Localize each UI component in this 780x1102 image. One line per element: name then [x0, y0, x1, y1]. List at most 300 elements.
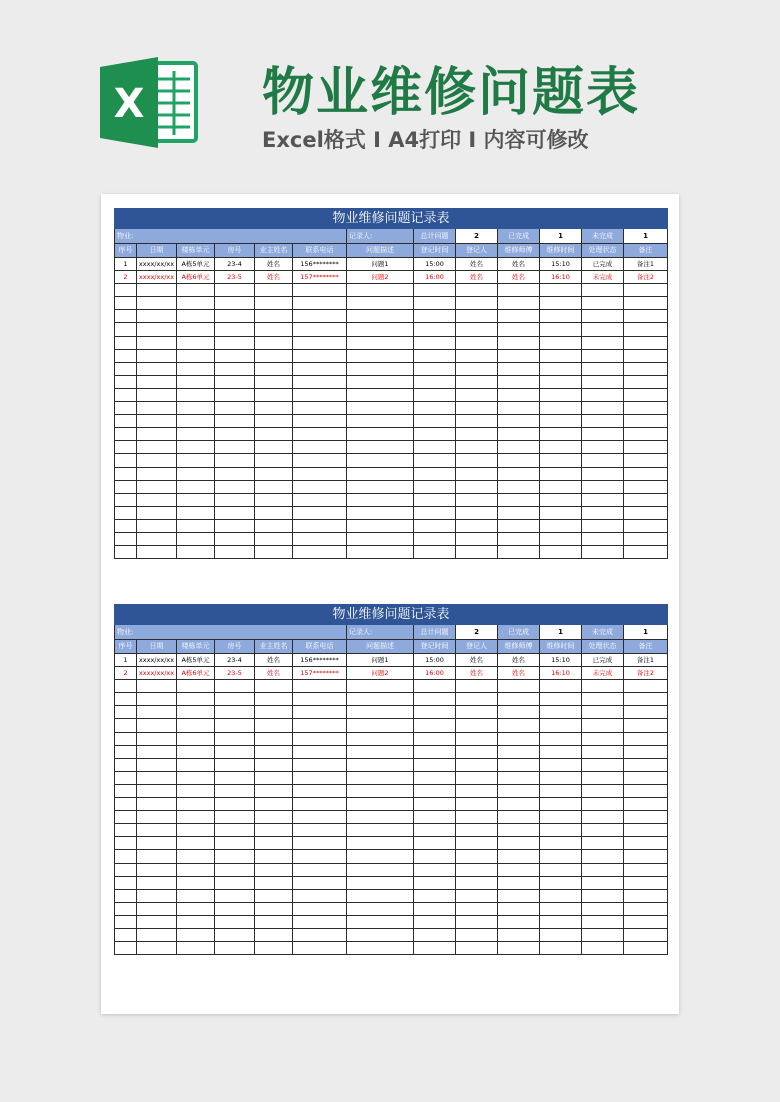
empty-cell[interactable]: [414, 428, 456, 441]
empty-cell[interactable]: [582, 415, 624, 428]
empty-cell[interactable]: [177, 310, 215, 323]
empty-cell[interactable]: [255, 928, 293, 941]
empty-cell[interactable]: [540, 441, 582, 454]
empty-cell[interactable]: [498, 310, 540, 323]
table-cell[interactable]: 15:00: [414, 654, 456, 667]
empty-cell[interactable]: [115, 863, 137, 876]
empty-cell[interactable]: [215, 506, 255, 519]
empty-cell[interactable]: [215, 824, 255, 837]
empty-cell[interactable]: [177, 323, 215, 336]
empty-cell[interactable]: [115, 388, 137, 401]
empty-cell[interactable]: [137, 493, 177, 506]
empty-cell[interactable]: [255, 519, 293, 532]
empty-cell[interactable]: [255, 441, 293, 454]
empty-cell[interactable]: [540, 415, 582, 428]
empty-cell[interactable]: [347, 732, 414, 745]
empty-cell[interactable]: [456, 297, 498, 310]
empty-cell[interactable]: [456, 758, 498, 771]
empty-cell[interactable]: [255, 310, 293, 323]
table-cell[interactable]: 备注1: [624, 258, 668, 271]
empty-cell[interactable]: [255, 784, 293, 797]
empty-cell[interactable]: [137, 388, 177, 401]
empty-cell[interactable]: [582, 441, 624, 454]
empty-cell[interactable]: [293, 863, 347, 876]
empty-cell[interactable]: [177, 876, 215, 889]
empty-cell[interactable]: [215, 811, 255, 824]
empty-cell[interactable]: [414, 680, 456, 693]
empty-cell[interactable]: [347, 428, 414, 441]
empty-cell[interactable]: [137, 719, 177, 732]
empty-cell[interactable]: [293, 493, 347, 506]
empty-cell[interactable]: [582, 837, 624, 850]
empty-cell[interactable]: [137, 506, 177, 519]
empty-cell[interactable]: [347, 811, 414, 824]
empty-cell[interactable]: [540, 902, 582, 915]
empty-cell[interactable]: [456, 706, 498, 719]
empty-cell[interactable]: [115, 745, 137, 758]
empty-cell[interactable]: [624, 942, 668, 955]
empty-cell[interactable]: [293, 706, 347, 719]
empty-cell[interactable]: [215, 441, 255, 454]
table-cell[interactable]: 15:10: [540, 654, 582, 667]
empty-cell[interactable]: [414, 706, 456, 719]
empty-cell[interactable]: [540, 811, 582, 824]
empty-cell[interactable]: [293, 362, 347, 375]
empty-cell[interactable]: [293, 519, 347, 532]
table-cell[interactable]: 156********: [293, 258, 347, 271]
empty-cell[interactable]: [115, 415, 137, 428]
empty-cell[interactable]: [540, 467, 582, 480]
empty-cell[interactable]: [498, 680, 540, 693]
empty-cell[interactable]: [624, 375, 668, 388]
empty-cell[interactable]: [347, 745, 414, 758]
empty-cell[interactable]: [582, 467, 624, 480]
empty-cell[interactable]: [177, 928, 215, 941]
empty-cell[interactable]: [115, 706, 137, 719]
empty-cell[interactable]: [347, 506, 414, 519]
empty-cell[interactable]: [414, 480, 456, 493]
empty-cell[interactable]: [115, 824, 137, 837]
table-cell[interactable]: xxxx/xx/xx: [137, 258, 177, 271]
empty-cell[interactable]: [456, 928, 498, 941]
empty-cell[interactable]: [456, 349, 498, 362]
empty-cell[interactable]: [347, 323, 414, 336]
empty-cell[interactable]: [624, 798, 668, 811]
empty-cell[interactable]: [215, 297, 255, 310]
total-value[interactable]: 2: [456, 229, 498, 244]
empty-cell[interactable]: [137, 336, 177, 349]
empty-cell[interactable]: [347, 771, 414, 784]
empty-cell[interactable]: [215, 942, 255, 955]
empty-cell[interactable]: [540, 876, 582, 889]
empty-cell[interactable]: [582, 349, 624, 362]
empty-cell[interactable]: [498, 375, 540, 388]
empty-cell[interactable]: [215, 493, 255, 506]
empty-cell[interactable]: [137, 532, 177, 545]
empty-cell[interactable]: [498, 467, 540, 480]
empty-cell[interactable]: [347, 532, 414, 545]
empty-cell[interactable]: [115, 519, 137, 532]
empty-cell[interactable]: [540, 297, 582, 310]
empty-cell[interactable]: [456, 323, 498, 336]
table-cell[interactable]: 姓名: [498, 654, 540, 667]
empty-cell[interactable]: [115, 532, 137, 545]
empty-cell[interactable]: [115, 375, 137, 388]
empty-cell[interactable]: [137, 375, 177, 388]
empty-cell[interactable]: [624, 693, 668, 706]
empty-cell[interactable]: [255, 745, 293, 758]
empty-cell[interactable]: [498, 336, 540, 349]
empty-cell[interactable]: [456, 889, 498, 902]
empty-cell[interactable]: [456, 506, 498, 519]
empty-cell[interactable]: [293, 942, 347, 955]
empty-cell[interactable]: [177, 467, 215, 480]
empty-cell[interactable]: [137, 811, 177, 824]
empty-cell[interactable]: [456, 784, 498, 797]
empty-cell[interactable]: [347, 719, 414, 732]
empty-cell[interactable]: [115, 336, 137, 349]
empty-cell[interactable]: [540, 362, 582, 375]
table-cell[interactable]: 16:10: [540, 667, 582, 680]
empty-cell[interactable]: [137, 942, 177, 955]
table-cell[interactable]: 姓名: [456, 667, 498, 680]
table-cell[interactable]: 23-5: [215, 271, 255, 284]
empty-cell[interactable]: [414, 784, 456, 797]
empty-cell[interactable]: [624, 824, 668, 837]
empty-cell[interactable]: [255, 375, 293, 388]
empty-cell[interactable]: [115, 441, 137, 454]
empty-cell[interactable]: [456, 771, 498, 784]
empty-cell[interactable]: [624, 928, 668, 941]
empty-cell[interactable]: [215, 336, 255, 349]
table-cell[interactable]: 问题1: [347, 654, 414, 667]
empty-cell[interactable]: [456, 362, 498, 375]
empty-cell[interactable]: [456, 850, 498, 863]
empty-cell[interactable]: [624, 323, 668, 336]
empty-cell[interactable]: [255, 837, 293, 850]
empty-cell[interactable]: [414, 493, 456, 506]
empty-cell[interactable]: [177, 784, 215, 797]
empty-cell[interactable]: [498, 758, 540, 771]
empty-cell[interactable]: [582, 902, 624, 915]
empty-cell[interactable]: [582, 798, 624, 811]
empty-cell[interactable]: [540, 546, 582, 559]
empty-cell[interactable]: [115, 506, 137, 519]
table-cell[interactable]: 157********: [293, 667, 347, 680]
empty-cell[interactable]: [215, 693, 255, 706]
empty-cell[interactable]: [137, 310, 177, 323]
empty-cell[interactable]: [137, 798, 177, 811]
empty-cell[interactable]: [293, 388, 347, 401]
empty-cell[interactable]: [582, 454, 624, 467]
empty-cell[interactable]: [137, 349, 177, 362]
empty-cell[interactable]: [540, 493, 582, 506]
empty-cell[interactable]: [177, 428, 215, 441]
table-cell[interactable]: 备注1: [624, 654, 668, 667]
empty-cell[interactable]: [582, 811, 624, 824]
empty-cell[interactable]: [347, 467, 414, 480]
empty-cell[interactable]: [456, 824, 498, 837]
empty-cell[interactable]: [293, 454, 347, 467]
empty-cell[interactable]: [582, 915, 624, 928]
empty-cell[interactable]: [215, 706, 255, 719]
empty-cell[interactable]: [137, 480, 177, 493]
empty-cell[interactable]: [115, 693, 137, 706]
empty-cell[interactable]: [293, 297, 347, 310]
empty-cell[interactable]: [215, 745, 255, 758]
empty-cell[interactable]: [540, 336, 582, 349]
empty-cell[interactable]: [255, 336, 293, 349]
table-cell[interactable]: 16:00: [414, 667, 456, 680]
empty-cell[interactable]: [414, 811, 456, 824]
empty-cell[interactable]: [177, 850, 215, 863]
empty-cell[interactable]: [293, 441, 347, 454]
empty-cell[interactable]: [414, 850, 456, 863]
empty-cell[interactable]: [498, 863, 540, 876]
empty-cell[interactable]: [498, 323, 540, 336]
table-cell[interactable]: 16:10: [540, 271, 582, 284]
empty-cell[interactable]: [624, 493, 668, 506]
empty-cell[interactable]: [414, 349, 456, 362]
empty-cell[interactable]: [255, 493, 293, 506]
empty-cell[interactable]: [456, 402, 498, 415]
empty-cell[interactable]: [498, 441, 540, 454]
empty-cell[interactable]: [624, 441, 668, 454]
empty-cell[interactable]: [414, 902, 456, 915]
empty-cell[interactable]: [137, 546, 177, 559]
empty-cell[interactable]: [414, 928, 456, 941]
empty-cell[interactable]: [215, 915, 255, 928]
empty-cell[interactable]: [215, 388, 255, 401]
empty-cell[interactable]: [414, 798, 456, 811]
empty-cell[interactable]: [624, 771, 668, 784]
empty-cell[interactable]: [137, 771, 177, 784]
empty-cell[interactable]: [498, 480, 540, 493]
empty-cell[interactable]: [255, 349, 293, 362]
empty-cell[interactable]: [498, 402, 540, 415]
empty-cell[interactable]: [255, 942, 293, 955]
empty-cell[interactable]: [115, 310, 137, 323]
empty-cell[interactable]: [456, 480, 498, 493]
empty-cell[interactable]: [137, 362, 177, 375]
empty-cell[interactable]: [137, 402, 177, 415]
table-cell[interactable]: A栋6单元: [177, 667, 215, 680]
empty-cell[interactable]: [293, 415, 347, 428]
table-cell[interactable]: 备注2: [624, 667, 668, 680]
empty-cell[interactable]: [456, 415, 498, 428]
empty-cell[interactable]: [115, 546, 137, 559]
empty-cell[interactable]: [255, 758, 293, 771]
table-cell[interactable]: 1: [115, 654, 137, 667]
empty-cell[interactable]: [414, 402, 456, 415]
empty-cell[interactable]: [215, 680, 255, 693]
empty-cell[interactable]: [540, 323, 582, 336]
empty-cell[interactable]: [582, 375, 624, 388]
empty-cell[interactable]: [215, 546, 255, 559]
empty-cell[interactable]: [456, 719, 498, 732]
empty-cell[interactable]: [414, 942, 456, 955]
empty-cell[interactable]: [255, 362, 293, 375]
empty-cell[interactable]: [414, 889, 456, 902]
empty-cell[interactable]: [540, 506, 582, 519]
empty-cell[interactable]: [624, 546, 668, 559]
empty-cell[interactable]: [414, 876, 456, 889]
empty-cell[interactable]: [215, 902, 255, 915]
empty-cell[interactable]: [582, 336, 624, 349]
empty-cell[interactable]: [414, 362, 456, 375]
empty-cell[interactable]: [177, 336, 215, 349]
table-cell[interactable]: 姓名: [255, 271, 293, 284]
table-cell[interactable]: A栋6单元: [177, 271, 215, 284]
empty-cell[interactable]: [498, 811, 540, 824]
empty-cell[interactable]: [540, 532, 582, 545]
empty-cell[interactable]: [414, 441, 456, 454]
empty-cell[interactable]: [255, 388, 293, 401]
empty-cell[interactable]: [137, 928, 177, 941]
empty-cell[interactable]: [582, 784, 624, 797]
empty-cell[interactable]: [456, 546, 498, 559]
empty-cell[interactable]: [498, 745, 540, 758]
empty-cell[interactable]: [624, 284, 668, 297]
empty-cell[interactable]: [177, 798, 215, 811]
empty-cell[interactable]: [347, 863, 414, 876]
empty-cell[interactable]: [414, 506, 456, 519]
empty-cell[interactable]: [540, 824, 582, 837]
empty-cell[interactable]: [624, 310, 668, 323]
empty-cell[interactable]: [177, 415, 215, 428]
table-cell[interactable]: 23-4: [215, 654, 255, 667]
empty-cell[interactable]: [293, 745, 347, 758]
empty-cell[interactable]: [624, 837, 668, 850]
table-cell[interactable]: 156********: [293, 654, 347, 667]
empty-cell[interactable]: [456, 876, 498, 889]
empty-cell[interactable]: [177, 402, 215, 415]
empty-cell[interactable]: [137, 889, 177, 902]
total-value[interactable]: 2: [456, 625, 498, 640]
empty-cell[interactable]: [177, 546, 215, 559]
empty-cell[interactable]: [115, 732, 137, 745]
empty-cell[interactable]: [414, 837, 456, 850]
empty-cell[interactable]: [582, 824, 624, 837]
empty-cell[interactable]: [137, 745, 177, 758]
empty-cell[interactable]: [115, 876, 137, 889]
empty-cell[interactable]: [115, 942, 137, 955]
empty-cell[interactable]: [347, 837, 414, 850]
empty-cell[interactable]: [624, 480, 668, 493]
empty-cell[interactable]: [498, 428, 540, 441]
table-cell[interactable]: xxxx/xx/xx: [137, 667, 177, 680]
empty-cell[interactable]: [582, 758, 624, 771]
empty-cell[interactable]: [215, 323, 255, 336]
empty-cell[interactable]: [540, 915, 582, 928]
empty-cell[interactable]: [293, 375, 347, 388]
empty-cell[interactable]: [456, 493, 498, 506]
empty-cell[interactable]: [540, 719, 582, 732]
empty-cell[interactable]: [293, 915, 347, 928]
empty-cell[interactable]: [414, 388, 456, 401]
empty-cell[interactable]: [177, 745, 215, 758]
empty-cell[interactable]: [215, 467, 255, 480]
empty-cell[interactable]: [215, 928, 255, 941]
empty-cell[interactable]: [456, 428, 498, 441]
empty-cell[interactable]: [540, 310, 582, 323]
empty-cell[interactable]: [115, 771, 137, 784]
empty-cell[interactable]: [456, 375, 498, 388]
empty-cell[interactable]: [255, 876, 293, 889]
empty-cell[interactable]: [293, 902, 347, 915]
empty-cell[interactable]: [347, 680, 414, 693]
empty-cell[interactable]: [347, 375, 414, 388]
empty-cell[interactable]: [137, 323, 177, 336]
empty-cell[interactable]: [137, 415, 177, 428]
empty-cell[interactable]: [498, 942, 540, 955]
empty-cell[interactable]: [293, 310, 347, 323]
empty-cell[interactable]: [582, 693, 624, 706]
empty-cell[interactable]: [347, 784, 414, 797]
empty-cell[interactable]: [255, 546, 293, 559]
empty-cell[interactable]: [293, 850, 347, 863]
empty-cell[interactable]: [540, 284, 582, 297]
empty-cell[interactable]: [255, 719, 293, 732]
empty-cell[interactable]: [456, 284, 498, 297]
empty-cell[interactable]: [137, 693, 177, 706]
empty-cell[interactable]: [498, 493, 540, 506]
empty-cell[interactable]: [255, 732, 293, 745]
empty-cell[interactable]: [498, 902, 540, 915]
empty-cell[interactable]: [255, 428, 293, 441]
empty-cell[interactable]: [540, 706, 582, 719]
empty-cell[interactable]: [215, 532, 255, 545]
empty-cell[interactable]: [255, 680, 293, 693]
empty-cell[interactable]: [414, 336, 456, 349]
empty-cell[interactable]: [293, 323, 347, 336]
empty-cell[interactable]: [137, 467, 177, 480]
empty-cell[interactable]: [414, 284, 456, 297]
empty-cell[interactable]: [137, 732, 177, 745]
empty-cell[interactable]: [255, 811, 293, 824]
empty-cell[interactable]: [293, 889, 347, 902]
empty-cell[interactable]: [347, 942, 414, 955]
empty-cell[interactable]: [414, 532, 456, 545]
empty-cell[interactable]: [177, 284, 215, 297]
empty-cell[interactable]: [347, 441, 414, 454]
empty-cell[interactable]: [582, 706, 624, 719]
empty-cell[interactable]: [115, 349, 137, 362]
table-cell[interactable]: 15:10: [540, 258, 582, 271]
empty-cell[interactable]: [582, 519, 624, 532]
empty-cell[interactable]: [293, 771, 347, 784]
empty-cell[interactable]: [347, 297, 414, 310]
empty-cell[interactable]: [414, 519, 456, 532]
empty-cell[interactable]: [115, 680, 137, 693]
empty-cell[interactable]: [456, 798, 498, 811]
empty-cell[interactable]: [137, 428, 177, 441]
empty-cell[interactable]: [624, 415, 668, 428]
empty-cell[interactable]: [456, 902, 498, 915]
empty-cell[interactable]: [582, 284, 624, 297]
table-cell[interactable]: 15:00: [414, 258, 456, 271]
empty-cell[interactable]: [540, 850, 582, 863]
empty-cell[interactable]: [582, 480, 624, 493]
empty-cell[interactable]: [624, 706, 668, 719]
empty-cell[interactable]: [624, 428, 668, 441]
empty-cell[interactable]: [540, 837, 582, 850]
empty-cell[interactable]: [255, 284, 293, 297]
empty-cell[interactable]: [115, 428, 137, 441]
empty-cell[interactable]: [414, 310, 456, 323]
table-cell[interactable]: xxxx/xx/xx: [137, 654, 177, 667]
empty-cell[interactable]: [414, 745, 456, 758]
